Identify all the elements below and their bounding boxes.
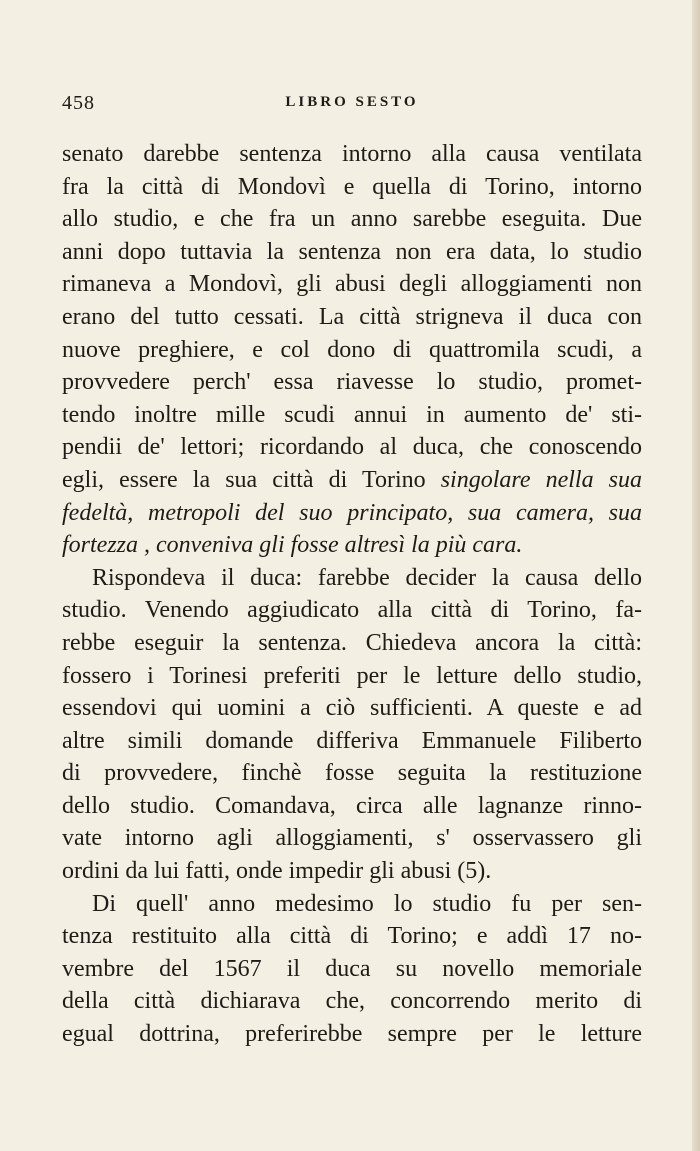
text-line — [62, 790, 642, 823]
text-line — [62, 464, 642, 497]
text-segment: tendo inoltre mille scudi annui in aumento de' sti- — [62, 401, 642, 428]
text-segment: fossero i Torinesi preferiti per le letture dello studio, — [62, 662, 642, 689]
text-segment: erano del tutto cessati. La città strigneva il duca con — [62, 303, 642, 330]
text-segment: provvedere perch' essa riavesse lo studio, promet- — [62, 369, 642, 396]
text-segment: egual dottrina, preferirebbe sempre per le letture — [62, 1021, 642, 1048]
text-segment: ordini da lui fatti, onde impedir gli abusi (5). — [62, 858, 492, 885]
text-line — [62, 301, 642, 334]
text-segment: vembre del 1567 il duca su novello memoriale — [62, 955, 642, 982]
body-text — [62, 138, 642, 1051]
text-line — [62, 692, 642, 725]
text-line — [62, 725, 642, 758]
page-header — [62, 92, 642, 116]
running-head: LIBRO SESTO — [285, 94, 419, 110]
text-line — [62, 268, 642, 301]
text-segment: pendii de' lettori; ricordando al duca, che conoscendo — [62, 434, 642, 461]
text-line — [62, 594, 642, 627]
text-line — [62, 399, 642, 432]
text-line — [62, 1018, 642, 1051]
text-line — [62, 660, 642, 693]
text-line — [62, 627, 642, 660]
text-line — [62, 497, 642, 530]
text-line — [62, 757, 642, 790]
text-segment: Di quell' anno medesimo lo studio fu per sen- — [92, 890, 642, 917]
text-line — [62, 920, 642, 953]
italic-text: singolare nella sua — [440, 466, 642, 493]
text-line — [62, 431, 642, 464]
text-line — [62, 888, 642, 921]
text-segment: della città dichiarava che, concorrendo merito di — [62, 988, 642, 1015]
italic-text: fedeltà, metropoli del suo principato, sua camera, sua — [62, 499, 642, 526]
text-segment: vate intorno agli alloggiamenti, s' osservassero gli — [62, 825, 642, 852]
text-line — [62, 855, 642, 888]
page-edge — [692, 0, 700, 1151]
text-segment: rimaneva a Mondovì, gli abusi degli alloggiamenti non — [62, 271, 642, 298]
italic-text: fortezza , conveniva gli fosse altresì la più cara. — [62, 532, 523, 559]
text-segment: nuove preghiere, e col dono di quattromila scudi, a — [62, 336, 642, 363]
text-segment: dello studio. Comandava, circa alle lagnanze rinno- — [62, 792, 642, 819]
text-line — [62, 138, 642, 171]
text-line — [62, 953, 642, 986]
text-line — [62, 562, 642, 595]
text-segment: rebbe eseguir la sentenza. Chiedeva ancora la città: — [62, 629, 642, 656]
text-segment: studio. Venendo aggiudicato alla città di Torino, fa- — [62, 597, 642, 624]
text-segment: allo studio, e che fra un anno sarebbe eseguita. Due — [62, 206, 642, 233]
text-line — [62, 334, 642, 367]
text-segment: essendovi qui uomini a ciò sufficienti. A queste e ad — [62, 695, 642, 722]
text-line — [62, 985, 642, 1018]
text-segment: fra la città di Mondovì e quella di Torino, intorno — [62, 173, 642, 200]
text-line — [62, 822, 642, 855]
text-line — [62, 529, 642, 562]
text-line — [62, 236, 642, 269]
text-line — [62, 171, 642, 204]
text-segment: Rispondeva il duca: farebbe decider la causa dello — [92, 564, 642, 591]
text-segment: senato darebbe sentenza intorno alla causa ventilata — [62, 141, 642, 167]
text-segment: altre simili domande differiva Emmanuele Filiberto — [62, 727, 642, 754]
text-segment: egli, essere la sua città di Torino — [62, 466, 441, 493]
text-line — [62, 203, 642, 236]
text-line — [62, 366, 642, 399]
text-segment: di provvedere, finchè fosse seguita la restituzione — [62, 760, 642, 787]
text-segment: tenza restituito alla città di Torino; e addì 17 no- — [62, 923, 642, 950]
page-number: 458 — [62, 92, 95, 114]
text-segment: anni dopo tuttavia la sentenza non era data, lo studio — [62, 238, 642, 265]
